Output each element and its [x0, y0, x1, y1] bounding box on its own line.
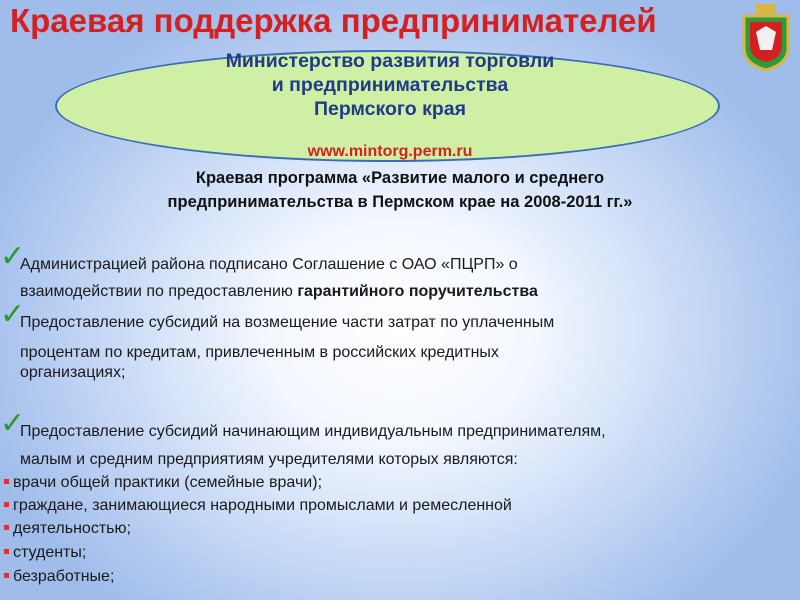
item-text-part: взаимодействии по предоставлению — [20, 283, 298, 300]
item-text: организациях; — [20, 364, 126, 381]
checkmark-icon: ✓ — [0, 297, 26, 332]
program-line: предпринимательства в Пермском крае на 2008-2011 гг.» — [167, 193, 633, 211]
bullet-icon — [4, 549, 9, 554]
item-text-bold: гарантийного поручительства — [297, 283, 538, 300]
item-text: Предоставление субсидий начинающим индивидуальным предпринимателям, — [20, 423, 606, 440]
item-text: процентам по кредитам, привлеченным в российских кредитных — [20, 344, 499, 361]
sub-item — [4, 520, 784, 538]
item-text — [20, 278, 790, 305]
bullet-icon — [4, 502, 9, 507]
sub-item — [4, 544, 784, 562]
item-text: малым и средним предприятиям учредителями которых являются: — [20, 451, 518, 468]
ministry-line: Министерство развития торговли — [225, 50, 555, 72]
slide-title: Краевая поддержка предпринимателей — [10, 2, 657, 39]
program-line: Краевая программа «Развитие малого и среднего — [195, 169, 605, 187]
ministry-url-link[interactable]: www.mintorg.perm.ru — [307, 143, 473, 160]
bullet-icon — [4, 525, 9, 530]
sub-item-text: деятельностью; — [13, 520, 131, 537]
item-text: Администрацией района подписано Соглашение с ОАО «ПЦРП» о — [20, 256, 518, 273]
program-title — [40, 166, 760, 214]
sub-item — [4, 568, 784, 586]
checkmark-icon: ✓ — [0, 406, 26, 441]
ministry-line: Пермского края — [313, 98, 467, 120]
ministry-line: и предпринимательства — [271, 74, 509, 96]
sub-item-text: студенты; — [13, 544, 87, 561]
bullet-icon — [4, 479, 9, 484]
sub-item — [4, 474, 784, 492]
list-item — [0, 297, 790, 386]
item-text: Предоставление субсидий на возмещение части затрат по уплаченным — [20, 314, 555, 331]
list-item — [0, 239, 790, 305]
sub-item-text: граждане, занимающиеся народными промыслами и ремесленной — [13, 497, 512, 514]
sub-item-text: врачи общей практики (семейные врачи); — [13, 474, 323, 491]
checkmark-icon: ✓ — [0, 239, 26, 274]
bullet-icon — [4, 573, 9, 578]
list-item — [0, 406, 790, 474]
coat-of-arms-icon — [738, 2, 794, 72]
ministry-name — [60, 49, 720, 121]
sub-item-text: безработные; — [13, 568, 115, 585]
sub-item — [4, 497, 784, 515]
